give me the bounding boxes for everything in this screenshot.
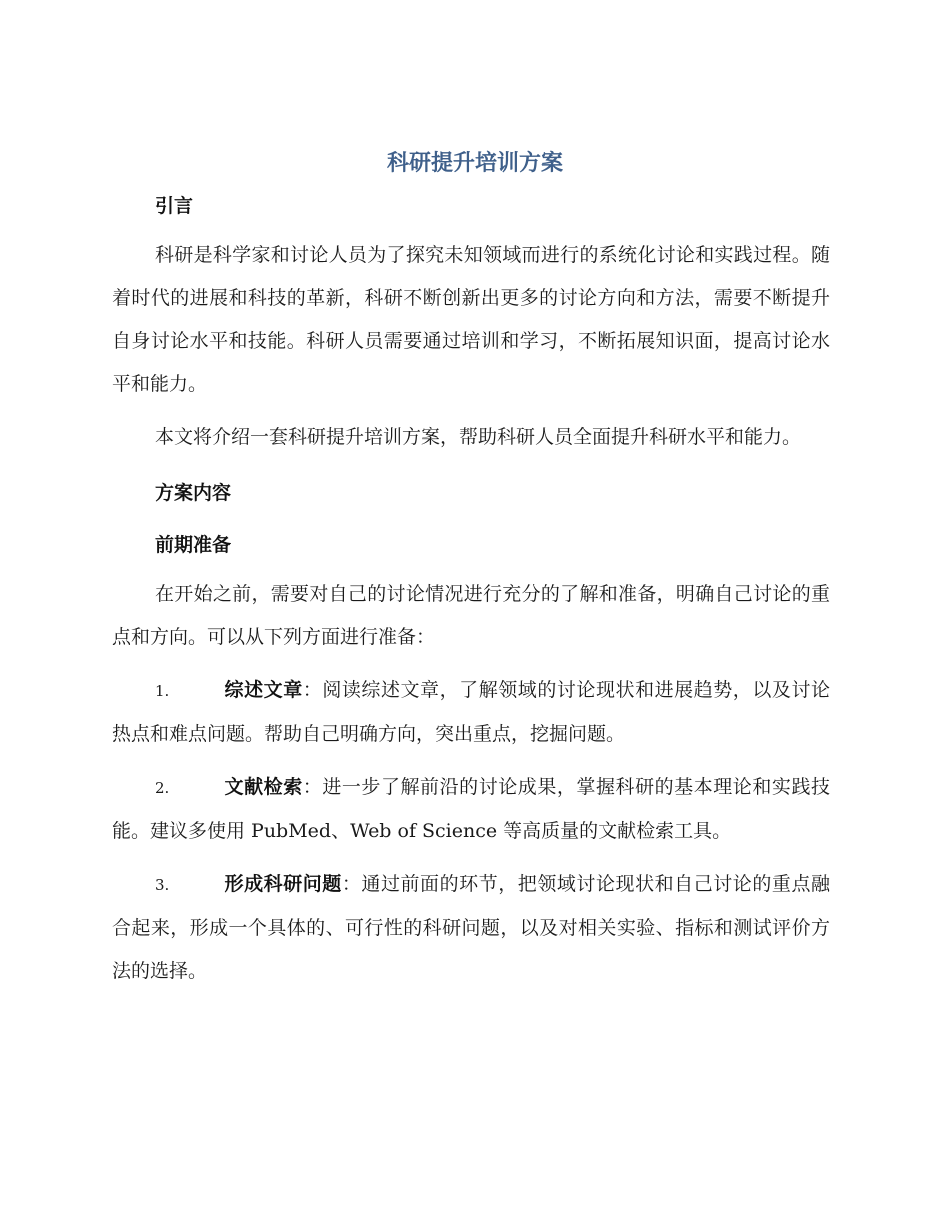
list-item-text: 进一步了解前沿的讨论成果，掌握科研的基本理论和实践技能。建议多使用 PubMed、Web of Science 等高质量的文献检索工具。 <box>112 776 830 842</box>
list-item-number: 2. <box>155 779 170 797</box>
list-item-text: 阅读综述文章，了解领域的讨论现状和进展趋势，以及讨论热点和难点问题。帮助自己明确方向，突出重点，挖掘问题。 <box>112 679 830 745</box>
intro-paragraph-2: 本文将介绍一套科研提升培训方案，帮助科研人员全面提升科研水平和能力。 <box>155 426 802 448</box>
intro-paragraph-1: 科研是科学家和讨论人员为了探究未知领域而进行的系统化讨论和实践过程。随着时代的进展和科技的革新，科研不断创新出更多的讨论方向和方法，需要不断提升自身讨论水平和技能。科研人员需要通过培训和学习，不断拓展知识面，提高讨论水平和能力。 <box>112 244 830 395</box>
section-heading-prep: 前期准备 <box>155 534 232 556</box>
list-item-separator: ： <box>302 679 323 701</box>
document-body <box>112 188 830 993</box>
list-item <box>112 766 830 853</box>
list-item-separator: ： <box>341 873 362 895</box>
list-item-number: 1. <box>155 682 170 700</box>
list-item-term: 文献检索 <box>224 776 303 798</box>
prep-paragraph: 在开始之前，需要对自己的讨论情况进行充分的了解和准备，明确自己讨论的重点和方向。可以从下列方面进行准备： <box>112 583 830 648</box>
section-heading-intro: 引言 <box>155 195 194 217</box>
list-item-number: 3. <box>155 876 170 894</box>
list-item-separator: ： <box>302 776 323 798</box>
list-item <box>112 669 830 756</box>
list-item-term: 综述文章 <box>224 679 303 701</box>
list-item-term: 形成科研问题 <box>224 873 342 895</box>
document-title: 科研提升培训方案 <box>386 151 563 176</box>
list-item <box>112 863 830 993</box>
section-heading-content: 方案内容 <box>155 482 232 504</box>
list-item-text: 通过前面的环节，把领域讨论现状和自己讨论的重点融合起来，形成一个具体的、可行性的科研问题，以及对相关实验、指标和测试评价方法的选择。 <box>112 873 830 982</box>
